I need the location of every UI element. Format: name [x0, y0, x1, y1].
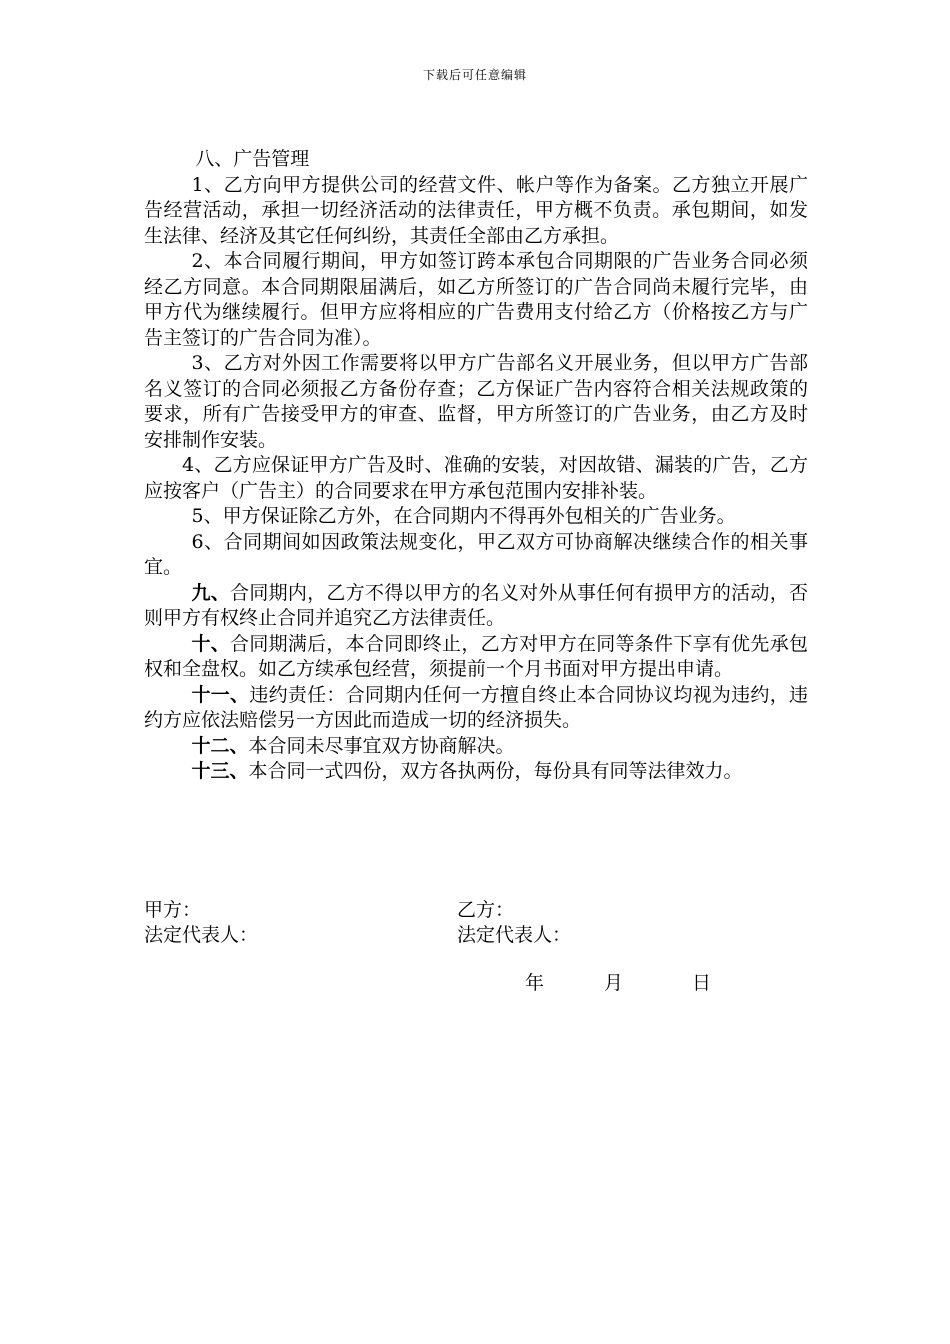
section-10-text: 合同期满后，本合同即终止，乙方对甲方在同等条件下享有优先承包权和全盘权。如乙方续承包经营，须提前一个月书面对甲方提出申请。: [144, 632, 808, 680]
clause-3: 3、乙方对外因工作需要将以甲方广告部名义开展业务，但以甲方广告部名义签订的合同必须报乙方备份存查；乙方保证广告内容符合相关法规政策的要求，所有广告接受甲方的审查、监督，甲方所签订的广告业务，由乙方及时安排制作安装。: [144, 352, 808, 451]
date-month: 月: [604, 972, 624, 994]
clause-6: 6、合同期间如因政策法规变化，甲乙双方可协商解决继续合作的相关事宜。: [144, 530, 808, 578]
section-13: [144, 759, 808, 785]
section-title: 八、广告管理: [195, 148, 310, 170]
section-9-number: 九、: [191, 581, 231, 604]
section-10: [144, 632, 808, 683]
rep-b-label: 法定代表人：: [457, 924, 572, 946]
clause-2: 2、本合同履行期间，甲方如签订跨本承包合同期限的广告业务合同必须经乙方同意。本合同期限届满后，如乙方所签订的广告合同尚未履行完毕，由甲方代为继续履行。但甲方应将相应的广告费用支付给乙方（价格按乙方与广告主签订的广告合同为准）。: [144, 250, 808, 349]
date-year: 年: [525, 972, 545, 994]
header-note: 下载后可任意编辑: [422, 68, 527, 82]
section-13-text: 本合同一式四份，双方各执两份，每份具有同等法律效力。: [248, 760, 743, 782]
clause-1: 1、乙方向甲方提供公司的经营文件、帐户等作为备案。乙方独立开展广告经营活动，承担一切经济活动的法律责任，甲方概不负责。承包期间，如发生法律、经济及其它任何纠纷，其责任全部由乙方承担。: [144, 173, 808, 247]
party-b-label: 乙方：: [457, 899, 515, 921]
section-9: [144, 581, 808, 632]
section-10-number: 十、: [191, 632, 231, 655]
section-13-number: 十三、: [191, 760, 249, 782]
date-day: 日: [692, 972, 712, 994]
party-a-label: 甲方：: [144, 899, 202, 921]
section-12-number: 十二、: [191, 734, 249, 757]
section-11-text: 违约责任：合同期内任何一方擅自终止本合同协议均视为违约，违约方应依法赔偿另一方因此而造成一切的经济损失。: [144, 683, 808, 731]
section-11-number: 十一、: [191, 683, 250, 706]
section-12-text: 本合同未尽事宜双方协商解决。: [248, 734, 515, 757]
contract-body: [144, 147, 808, 785]
section-12: [144, 734, 808, 760]
rep-a-label: 法定代表人：: [144, 924, 259, 946]
clause-5: 5、甲方保证除乙方外，在合同期内不得再外包相关的广告业务。: [191, 505, 736, 527]
section-9-text: 合同期内，乙方不得以甲方的名义对外从事任何有损甲方的活动，否则甲方有权终止合同并追究乙方法律责任。: [144, 581, 808, 629]
section-11: [144, 683, 808, 734]
clause-4: 4、乙方应保证甲方广告及时、准确的安装，对因故错、漏装的广告，乙方应按客户（广告主）的合同要求在甲方承包范围内安排补装。: [144, 454, 808, 502]
